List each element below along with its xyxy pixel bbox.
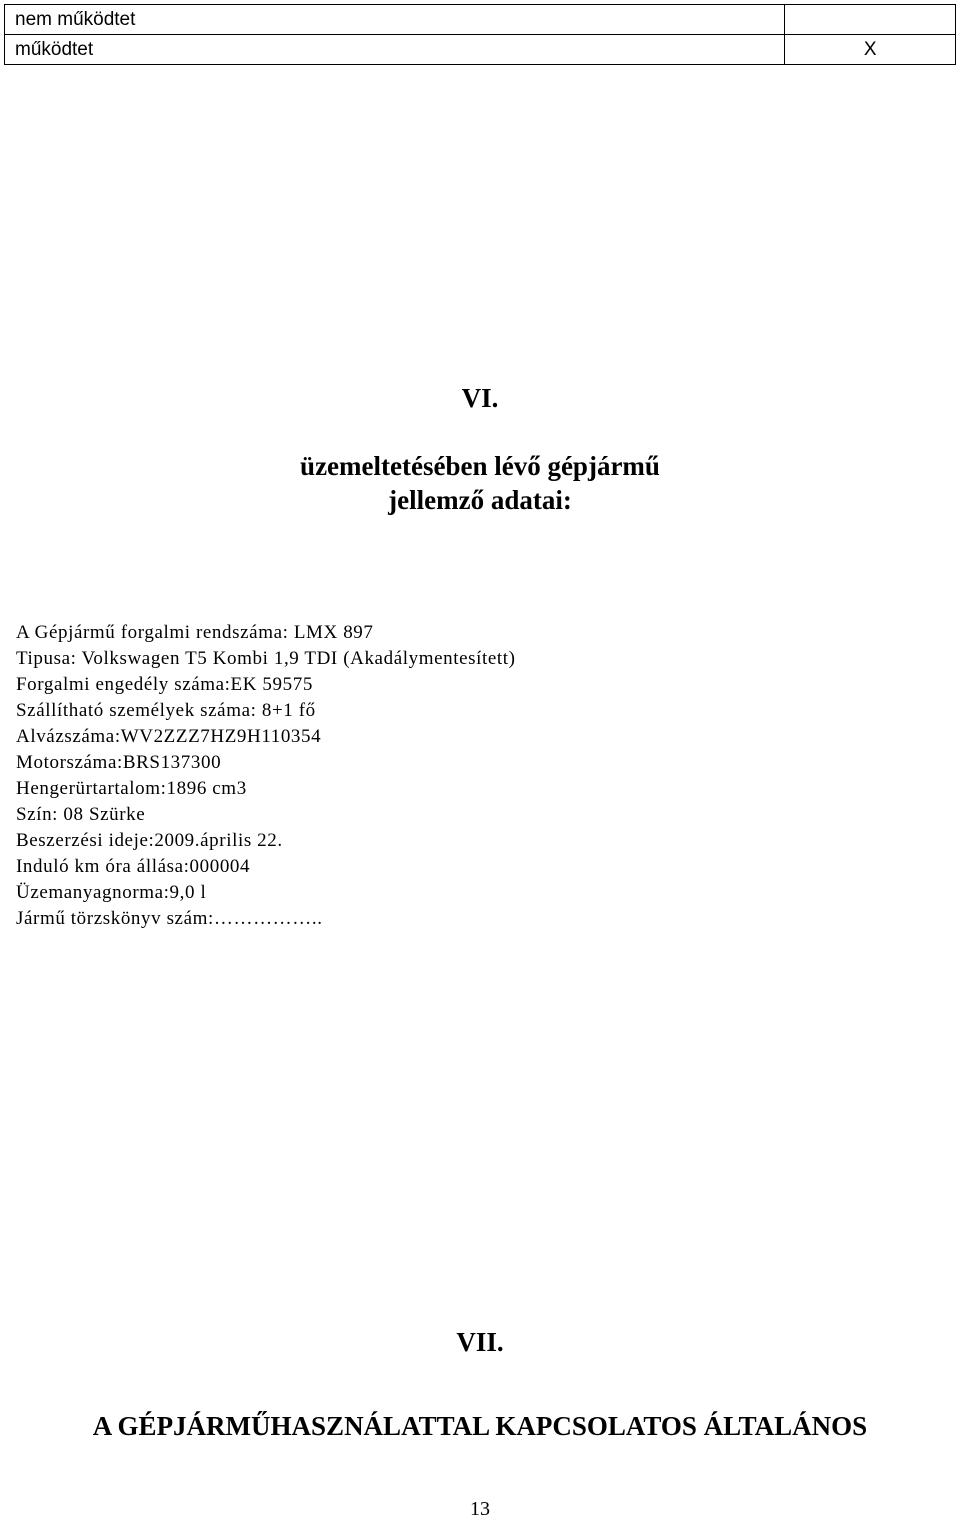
status-mark-operating: X <box>785 35 956 65</box>
section-six-title-line1: üzemeltetésében lévő gépjármű <box>300 451 660 481</box>
vehicle-registry-book-number: Jármű törzskönyv szám:…………….. <box>16 908 323 929</box>
section-six-number: VI. <box>461 383 499 413</box>
vehicle-type: Tipusa: Volkswagen T5 Kombi 1,9 TDI (Akadálymentesített) <box>16 648 516 669</box>
vehicle-details <box>16 620 516 932</box>
vehicle-purchase-date: Beszerzési ideje:2009.április 22. <box>16 830 283 851</box>
status-table <box>4 4 956 65</box>
vehicle-fuel-norm: Üzemanyagnorma:9,0 l <box>16 882 207 903</box>
vehicle-chassis-number: Alvázszáma:WV2ZZZ7HZ9H110354 <box>16 726 322 747</box>
page-number: 13 <box>470 1498 490 1520</box>
vehicle-plate: A Gépjármű forgalmi rendszáma: LMX 897 <box>16 622 374 643</box>
status-mark-not-operating <box>785 5 956 35</box>
section-seven-number: VII. <box>456 1327 504 1357</box>
vehicle-initial-odometer: Induló km óra állása:000004 <box>16 856 251 877</box>
vehicle-cylinder-capacity: Hengerürtartalom:1896 cm3 <box>16 778 247 799</box>
section-six-title-line2: jellemző adatai: <box>388 485 572 515</box>
table-row-not-operating <box>5 5 956 35</box>
vehicle-color: Szín: 08 Szürke <box>16 804 146 825</box>
status-label-not-operating: nem működtet <box>5 5 785 35</box>
vehicle-engine-number: Motorszáma:BRS137300 <box>16 752 222 773</box>
table-row-operating <box>5 35 956 65</box>
section-seven-title: A GÉPJÁRMŰHASZNÁLATTAL KAPCSOLATOS ÁLTALÁNOS <box>92 1411 868 1441</box>
vehicle-registration-number: Forgalmi engedély száma:EK 59575 <box>16 674 313 695</box>
vehicle-capacity: Szállítható személyek száma: 8+1 fő <box>16 700 316 721</box>
status-label-operating: működtet <box>5 35 785 65</box>
